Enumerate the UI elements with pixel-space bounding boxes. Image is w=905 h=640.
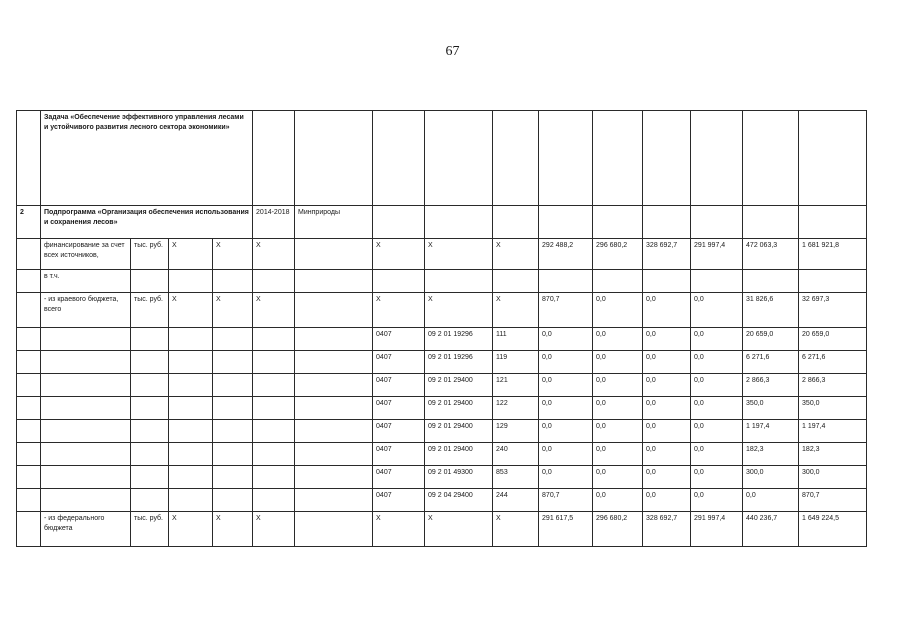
table-row: [17, 397, 867, 420]
csr-cell: 09 2 01 19296: [425, 351, 493, 374]
value-cell: 291 997,4: [691, 239, 743, 270]
value-cell: 328 692,7: [643, 239, 691, 270]
value-cell: 2 866,3: [799, 374, 867, 397]
fin-total-row: [17, 239, 867, 270]
grbs-cell: 0407: [373, 420, 425, 443]
value-cell: 292 488,2: [539, 239, 593, 270]
table-cell: Х: [169, 239, 213, 270]
value-cell: 350,0: [743, 397, 799, 420]
task-row: [17, 111, 867, 206]
table-cell: Х: [425, 512, 493, 547]
federal-label: - из федерального бюджета: [41, 512, 131, 547]
value-cell: 0,0: [539, 328, 593, 351]
value-cell: 870,7: [539, 489, 593, 512]
value-cell: 472 063,3: [743, 239, 799, 270]
grbs-cell: 0407: [373, 397, 425, 420]
value-cell: 328 692,7: [643, 512, 691, 547]
table-cell: Х: [213, 512, 253, 547]
value-cell: 6 271,6: [743, 351, 799, 374]
table-cell: Х: [213, 239, 253, 270]
subprogram-name: Подпрограмма «Организация обеспечения использования и сохранения лесов»: [41, 206, 253, 239]
federal-row: [17, 512, 867, 547]
table-cell: Х: [493, 239, 539, 270]
fin-total-label: финансирование за счет всех источников,: [41, 239, 131, 270]
subprogram-num: 2: [17, 206, 41, 239]
value-cell: 0,0: [539, 374, 593, 397]
value-cell: 0,0: [593, 489, 643, 512]
value-cell: 0,0: [643, 397, 691, 420]
value-cell: 182,3: [799, 443, 867, 466]
vr-cell: 122: [493, 397, 539, 420]
value-cell: 6 271,6: [799, 351, 867, 374]
table-cell: Х: [425, 239, 493, 270]
page-number: 67: [445, 44, 460, 59]
vr-cell: 119: [493, 351, 539, 374]
value-cell: 0,0: [643, 489, 691, 512]
table-cell: Х: [373, 239, 425, 270]
table-cell: Х: [373, 512, 425, 547]
value-cell: 0,0: [539, 466, 593, 489]
table-row: [17, 351, 867, 374]
value-cell: 0,0: [593, 466, 643, 489]
value-cell: 0,0: [691, 466, 743, 489]
grbs-cell: 0407: [373, 328, 425, 351]
table-cell: Х: [253, 293, 295, 328]
value-cell: 350,0: [799, 397, 867, 420]
csr-cell: 09 2 01 19296: [425, 328, 493, 351]
value-cell: 31 826,6: [743, 293, 799, 328]
value-cell: 296 680,2: [593, 239, 643, 270]
value-cell: 0,0: [643, 374, 691, 397]
value-cell: 300,0: [799, 466, 867, 489]
incl-label: в т.ч.: [41, 270, 131, 293]
budget-table: [16, 110, 867, 547]
csr-cell: 09 2 01 49300: [425, 466, 493, 489]
value-cell: 0,0: [691, 293, 743, 328]
vr-cell: 853: [493, 466, 539, 489]
value-cell: 0,0: [691, 351, 743, 374]
value-cell: 1 681 921,8: [799, 239, 867, 270]
table-row: [17, 374, 867, 397]
vr-cell: 129: [493, 420, 539, 443]
regional-unit: тыс. руб.: [131, 293, 169, 328]
grbs-cell: 0407: [373, 489, 425, 512]
value-cell: 20 659,0: [743, 328, 799, 351]
value-cell: 291 617,5: [539, 512, 593, 547]
value-cell: 0,0: [643, 420, 691, 443]
value-cell: 0,0: [691, 489, 743, 512]
table-cell: Х: [213, 293, 253, 328]
value-cell: 0,0: [593, 397, 643, 420]
table-row: [17, 420, 867, 443]
grbs-cell: 0407: [373, 351, 425, 374]
value-cell: 296 680,2: [593, 512, 643, 547]
csr-cell: 09 2 04 29400: [425, 489, 493, 512]
value-cell: 1 649 224,5: [799, 512, 867, 547]
fin-total-unit: тыс. руб.: [131, 239, 169, 270]
value-cell: 1 197,4: [743, 420, 799, 443]
table-row: [17, 489, 867, 512]
value-cell: 0,0: [539, 351, 593, 374]
regional-row: [17, 293, 867, 328]
table-row: [17, 443, 867, 466]
value-cell: 0,0: [593, 374, 643, 397]
csr-cell: 09 2 01 29400: [425, 443, 493, 466]
value-cell: 0,0: [593, 293, 643, 328]
task-text: Задача «Обеспечение эффективного управления лесами и устойчивого развития лесного сектора экономики»: [41, 111, 253, 206]
csr-cell: 09 2 01 29400: [425, 374, 493, 397]
value-cell: 0,0: [593, 328, 643, 351]
grbs-cell: 0407: [373, 443, 425, 466]
value-cell: 2 866,3: [743, 374, 799, 397]
value-cell: 0,0: [691, 374, 743, 397]
value-cell: 0,0: [691, 443, 743, 466]
table-cell: Х: [425, 293, 493, 328]
regional-label: - из краевого бюджета, всего: [41, 293, 131, 328]
value-cell: 0,0: [691, 397, 743, 420]
value-cell: 0,0: [691, 420, 743, 443]
grbs-cell: 0407: [373, 466, 425, 489]
value-cell: 32 697,3: [799, 293, 867, 328]
value-cell: 182,3: [743, 443, 799, 466]
table-row: [17, 328, 867, 351]
value-cell: 0,0: [539, 397, 593, 420]
value-cell: 300,0: [743, 466, 799, 489]
grbs-cell: 0407: [373, 374, 425, 397]
value-cell: 0,0: [743, 489, 799, 512]
table-cell: Х: [253, 512, 295, 547]
value-cell: 1 197,4: [799, 420, 867, 443]
value-cell: 0,0: [643, 351, 691, 374]
value-cell: 0,0: [643, 443, 691, 466]
table-cell: Х: [493, 512, 539, 547]
value-cell: 0,0: [643, 328, 691, 351]
subprogram-executor: Минприроды: [295, 206, 373, 239]
value-cell: 0,0: [539, 443, 593, 466]
table-cell: Х: [169, 293, 213, 328]
table-cell: Х: [253, 239, 295, 270]
value-cell: 870,7: [799, 489, 867, 512]
federal-unit: тыс. руб.: [131, 512, 169, 547]
table-row: [17, 466, 867, 489]
value-cell: 0,0: [593, 420, 643, 443]
value-cell: 0,0: [593, 443, 643, 466]
table-cell: Х: [373, 293, 425, 328]
value-cell: 20 659,0: [799, 328, 867, 351]
subprogram-period: 2014-2018: [253, 206, 295, 239]
csr-cell: 09 2 01 29400: [425, 397, 493, 420]
value-cell: 291 997,4: [691, 512, 743, 547]
value-cell: 0,0: [691, 328, 743, 351]
value-cell: 0,0: [643, 466, 691, 489]
value-cell: 0,0: [593, 351, 643, 374]
value-cell: 870,7: [539, 293, 593, 328]
task-num-cell: [17, 111, 41, 206]
vr-cell: 244: [493, 489, 539, 512]
value-cell: 0,0: [643, 293, 691, 328]
vr-cell: 240: [493, 443, 539, 466]
incl-row: [17, 270, 867, 293]
value-cell: 440 236,7: [743, 512, 799, 547]
vr-cell: 121: [493, 374, 539, 397]
value-cell: 0,0: [539, 420, 593, 443]
vr-cell: 111: [493, 328, 539, 351]
csr-cell: 09 2 01 29400: [425, 420, 493, 443]
subprogram-row: [17, 206, 867, 239]
table-cell: Х: [493, 293, 539, 328]
table-cell: Х: [169, 512, 213, 547]
